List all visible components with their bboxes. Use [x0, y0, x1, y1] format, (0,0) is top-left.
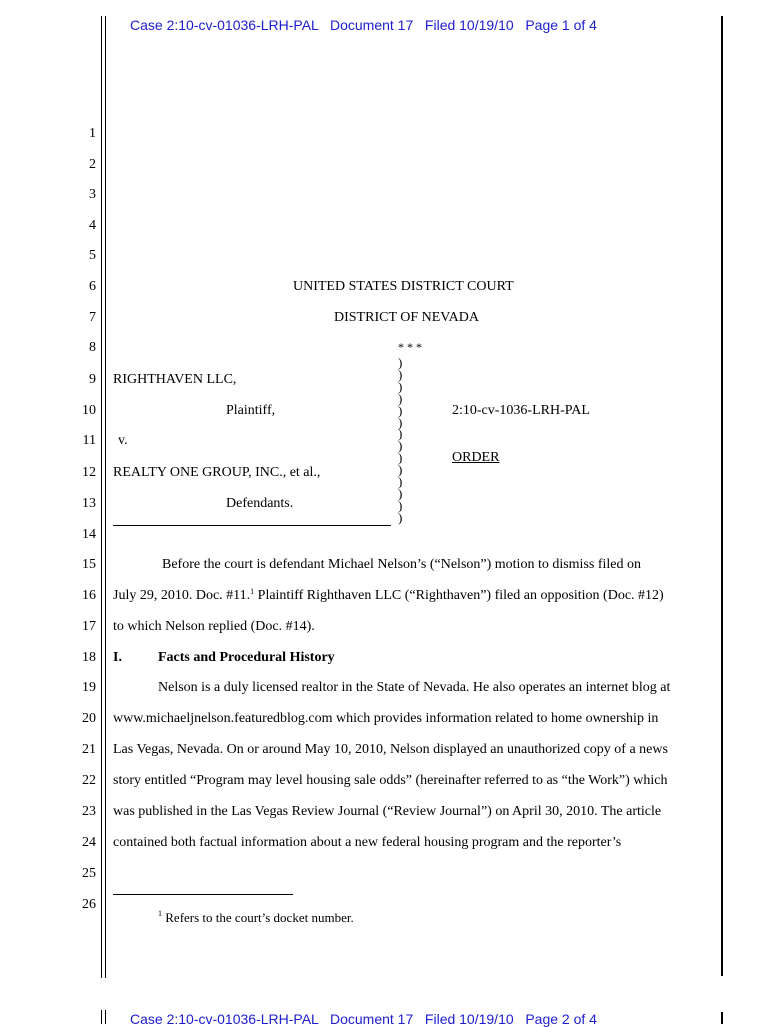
plaintiff-name: RIGHTHAVEN LLC,	[113, 372, 237, 387]
document-title: ORDER	[452, 450, 500, 465]
body-line-19: Nelson is a duly licensed realtor in the State of Nevada. He also operates an internet blog at	[158, 680, 671, 695]
body-line-15: Before the court is defendant Michael Nelson’s (“Nelson”) motion to dismiss filed on	[162, 557, 642, 572]
right-margin-rule	[721, 16, 723, 976]
line-number: 19	[82, 680, 96, 695]
section-stars: * * *	[398, 340, 422, 354]
page2-header: Case 2:10-cv-01036-LRH-PAL Document 17 Filed 10/19/10 Page 2 of 4	[130, 1011, 597, 1027]
line-number: 18	[82, 650, 96, 665]
line-number: 22	[82, 773, 96, 788]
line-number: 5	[89, 248, 96, 263]
page2-left-rule-outer	[101, 1010, 102, 1024]
footnote-reference: 1	[250, 587, 255, 596]
line-number: 24	[82, 835, 96, 850]
line-number: 21	[82, 742, 96, 757]
body-line-23: was published in the Las Vegas Review Journal (“Review Journal”) on April 30, 2010. The article	[113, 804, 662, 819]
left-margin-rule-outer	[101, 16, 102, 978]
body-line-16-end: Plaintiff Righthaven LLC (“Righthaven”) filed an opposition (Doc. #12)	[254, 588, 664, 603]
caption-paren-column: ) ) ) ) ) ) ) ) ) ) ) ) ) )	[398, 355, 403, 525]
page-header: Case 2:10-cv-01036-LRH-PAL Document 17 Filed 10/19/10 Page 1 of 4	[130, 17, 597, 33]
line-number: 6	[89, 279, 96, 294]
line-number: 16	[82, 588, 96, 603]
footnote-separator	[113, 894, 293, 895]
footnote	[158, 910, 354, 926]
body-line-16	[113, 588, 664, 604]
body-line-24: contained both factual information about a new federal housing program and the reporter’s	[113, 835, 622, 850]
section-heading: Facts and Procedural History	[158, 650, 335, 665]
footnote-mark: 1	[158, 909, 162, 918]
line-number: 4	[89, 218, 96, 233]
body-line-16-start: July 29, 2010. Doc. #11.	[113, 588, 251, 603]
line-number: 10	[82, 403, 96, 418]
body-line-21: Las Vegas, Nevada. On or around May 10, 2010, Nelson displayed an unauthorized copy of a news	[113, 742, 668, 757]
line-number: 3	[89, 187, 96, 202]
body-line-17: to which Nelson replied (Doc. #14).	[113, 619, 315, 634]
section-number: I.	[113, 650, 122, 665]
court-district: DISTRICT OF NEVADA	[334, 310, 479, 325]
line-number: 23	[82, 804, 96, 819]
left-margin-rule-inner	[105, 16, 106, 978]
page2-left-rule-inner	[105, 1010, 106, 1024]
line-number: 8	[89, 340, 96, 355]
versus: v.	[118, 433, 128, 448]
line-number: 25	[82, 866, 96, 881]
line-number: 15	[82, 557, 96, 572]
line-number: 12	[82, 465, 96, 480]
line-number: 14	[82, 527, 96, 542]
body-line-20: www.michaeljnelson.featuredblog.com which provides information related to home ownership in	[113, 711, 659, 726]
court-name: UNITED STATES DISTRICT COURT	[293, 279, 514, 294]
body-line-22: story entitled “Program may level housing sale odds” (hereinafter referred to as “the Work”) which	[113, 773, 668, 788]
defendant-label: Defendants.	[226, 496, 294, 511]
line-number: 9	[89, 372, 96, 387]
line-number: 26	[82, 897, 96, 912]
page2-right-rule	[721, 1012, 723, 1024]
caption-underline	[113, 525, 391, 526]
line-number: 13	[82, 496, 96, 511]
line-number: 1	[89, 126, 96, 141]
line-number: 7	[89, 310, 96, 325]
case-number: 2:10-cv-1036-LRH-PAL	[452, 403, 590, 418]
line-number: 11	[82, 433, 96, 448]
plaintiff-label: Plaintiff,	[226, 403, 276, 418]
footnote-text: Refers to the court’s docket number.	[162, 910, 354, 925]
line-number: 17	[82, 619, 96, 634]
line-number: 20	[82, 711, 96, 726]
defendant-name: REALTY ONE GROUP, INC., et al.,	[113, 465, 321, 480]
line-number: 2	[89, 157, 96, 172]
